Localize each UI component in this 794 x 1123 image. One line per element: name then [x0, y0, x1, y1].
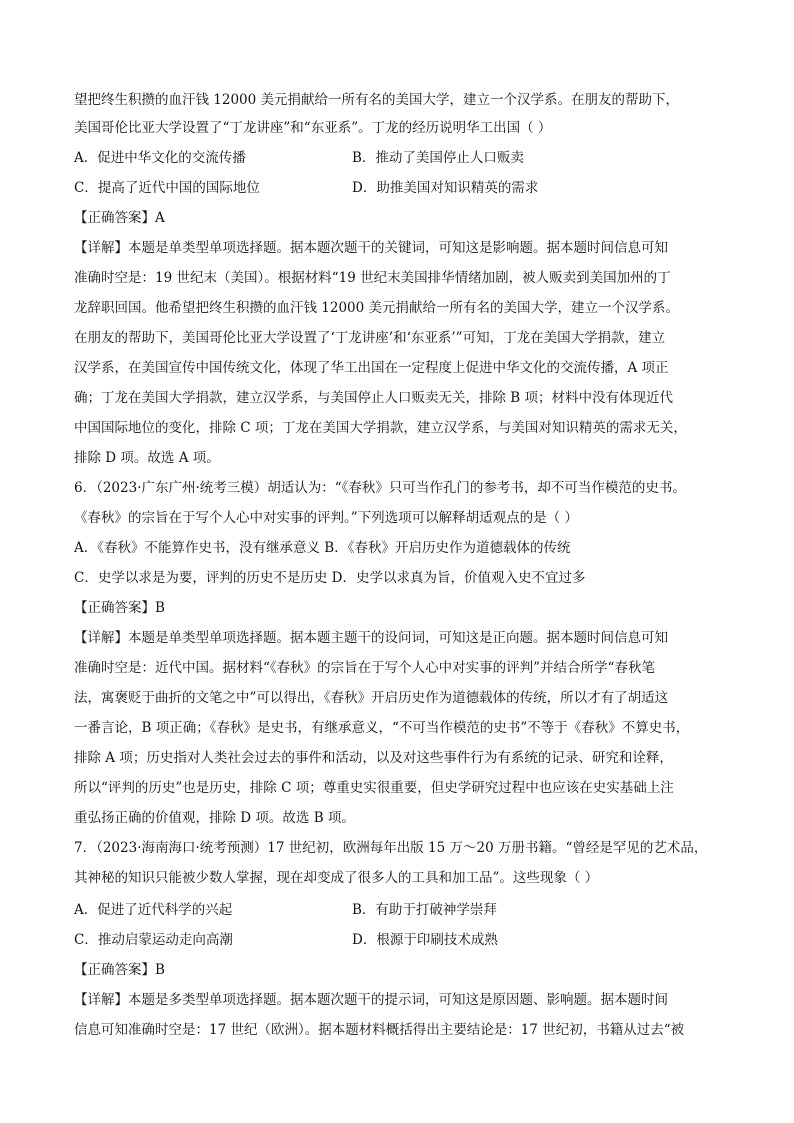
- q5-explanation-line: 龙辞职回国。他希望把终生积攒的血汗钱 12000 美元捐献给一所有名的美国大学，建立一个汉学系。: [74, 300, 680, 316]
- q5-stem-line: 美国哥伦比亚大学设置了“丁龙讲座”和“东亚系”。丁龙的经历说明华工出国（ ）: [74, 120, 552, 136]
- q7-option-a: A．促进了近代科学的兴起: [74, 902, 233, 918]
- q7-explanation-line: 【详解】本题是多类型单项选择题。据本题次题干的提示词，可知这是原因题、影响题。据本题时间: [74, 992, 668, 1008]
- q5-explanation-line: 汉学系，在美国宣传中国传统文化，体现了华工出国在一定程度上促进中华文化的交流传播，A 项正: [74, 360, 669, 376]
- q6-explanation-line: 所以“评判的历史”也是历史，排除 C 项；尊重史实很重要，但史学研究过程中也应该在史实基础上注: [74, 780, 674, 796]
- q7-option-c: C．推动启蒙运动走向高潮: [74, 932, 233, 948]
- q5-explanation-line: 【详解】本题是单类型单项选择题。据本题次题干的关键词，可知这是影响题。据本题时间信息可知: [74, 240, 668, 256]
- q7-stem-line: 其神秘的知识只能被少数人掌握，现在却变成了很多人的工具和加工品”。这些现象（ ）: [74, 870, 599, 886]
- q7-explanation-line: 信息可知准确时空是：17 世纪（欧洲）。据本题材料概括得出主要结论是：17 世纪初，书籍从过去“被: [74, 1022, 685, 1038]
- q7-option-d: D．根源于印刷技术成熟: [352, 932, 498, 948]
- q5-option-d: D．助推美国对知识精英的需求: [352, 180, 539, 196]
- q6-options-line: C．史学以求是为要，评判的历史不是历史 D．史学以求真为旨，价值观入史不宜过多: [74, 570, 586, 586]
- q5-explanation-line: 在朋友的帮助下，美国哥伦比亚大学设置了‘丁龙讲座’和‘东亚系’”可知，丁龙在美国大学捐款，建立: [74, 330, 666, 346]
- q6-stem-line: 6．（2023·广东广州·统考三模）胡适认为：“《春秋》只可当作孔门的参考书，却不可当作模范的史书。: [74, 480, 686, 496]
- q5-explanation-line: 中国国际地位的变化，排除 C 项；丁龙在美国大学捐款，建立汉学系，与美国对知识精英的需求无关，: [74, 420, 687, 436]
- q7-stem-line: 7．（2023·海南海口·统考预测）17 世纪初，欧洲每年出版 15 万～20 万册书籍。“曾经是罕见的艺术品，: [74, 840, 708, 856]
- q6-explanation-line: 排除 A 项；历史指对人类社会过去的事件和活动，以及对这些事件行为有系统的记录、研究和诠释，: [74, 750, 673, 766]
- q6-answer: 【正确答案】B: [74, 600, 165, 616]
- q7-option-b: B．有助于打破神学崇拜: [352, 902, 497, 918]
- q6-explanation-line: 重弘扬正确的价值观，排除 D 项。故选 B 项。: [74, 810, 355, 826]
- q5-option-c: C．提高了近代中国的国际地位: [74, 180, 260, 196]
- q7-answer: 【正确答案】B: [74, 962, 165, 978]
- q5-answer: 【正确答案】A: [74, 210, 165, 226]
- q6-explanation-line: 准确时空是：近代中国。据材料“《春秋》的宗旨在于写个人心中对实事的评判”并结合所学“春秋笔: [74, 660, 655, 676]
- q5-option-a: A．促进中华文化的交流传播: [74, 150, 246, 166]
- q6-options-line: A．《春秋》不能算作史书，没有继承意义 B．《春秋》开启历史作为道德载体的传统: [74, 540, 571, 556]
- q6-explanation-line: 法，寓褒贬于曲折的文笔之中”可以得出，《春秋》开启历史作为道德载体的传统，所以才有了胡适这: [74, 690, 669, 706]
- q5-explanation-line: 确；丁龙在美国大学捐款，建立汉学系，与美国停止人口贩卖无关，排除 B 项；材料中没有体现近代: [74, 390, 674, 406]
- q6-stem-line: 《春秋》的宗旨在于写个人心中对实事的评判。”下列选项可以解释胡适观点的是（ ）: [74, 510, 578, 526]
- q6-explanation-line: 一番言论，B 项正确；《春秋》是史书，有继承意义，“不可当作模范的史书”不等于《春秋》不算史书，: [74, 720, 690, 736]
- q5-explanation-line: 排除 D 项。故选 A 项。: [74, 450, 220, 466]
- q5-stem-line: 望把终生积攒的血汗钱 12000 美元捐献给一所有名的美国大学，建立一个汉学系。在朋友的帮助下，: [74, 92, 680, 108]
- q5-option-b: B．推动了美国停止人口贩卖: [352, 150, 524, 166]
- q5-explanation-line: 准确时空是：19 世纪末（美国）。根据材料“19 世纪末美国排华情绪加剧，被人贩卖到美国加州的丁: [74, 270, 671, 286]
- q6-explanation-line: 【详解】本题是单类型单项选择题。据本题主题干的设问词，可知这是正向题。据本题时间信息可知: [74, 630, 668, 646]
